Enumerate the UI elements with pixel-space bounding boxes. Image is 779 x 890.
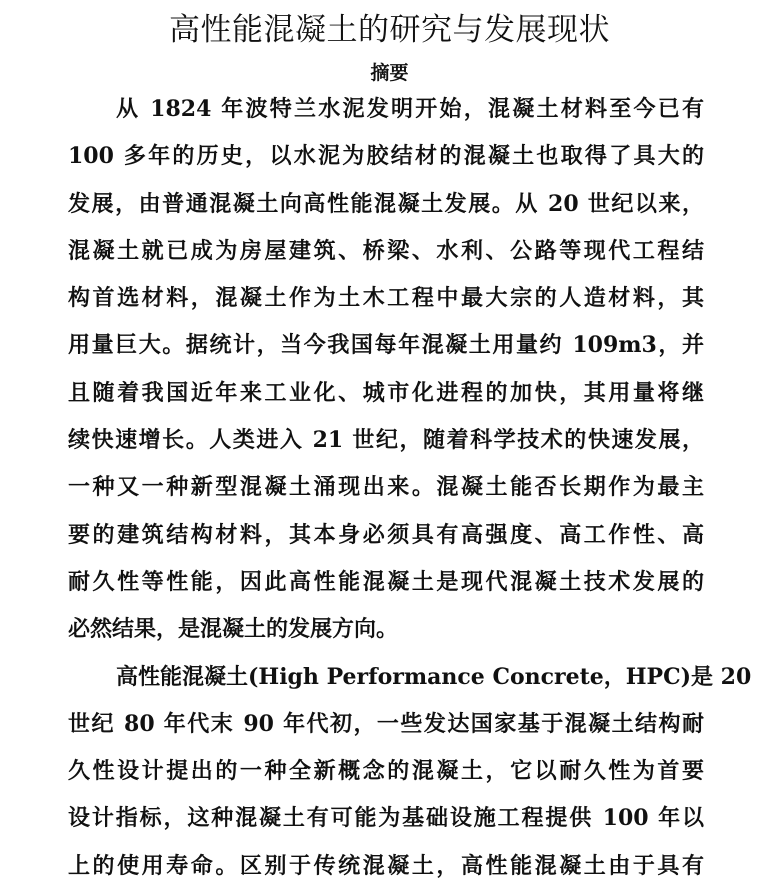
paragraph-line: 要的建筑结构材料，其本身必须具有高强度、高工作性、高 [68, 521, 704, 548]
paragraph-line: 一种又一种新型混凝土涌现出来。混凝土能否长期作为最主 [68, 474, 704, 501]
paragraph-line: 必然结果，是混凝土的发展方向。 [68, 616, 399, 643]
abstract-heading: 摘要 [370, 62, 409, 84]
paragraph-line: 发展，由普通混凝土向高性能混凝土发展。从 20 世纪以来， [68, 190, 704, 217]
paragraph-line: 100 多年的历史，以水泥为胶结材的混凝土也取得了具大的 [68, 143, 704, 170]
paragraph-line: 构首选材料，混凝土作为土木工程中最大宗的人造材料，其 [68, 285, 704, 312]
paragraph-line: 高性能混凝土(High Performance Concrete，HPC)是 20 [116, 663, 752, 690]
paragraph-2 [68, 654, 752, 890]
document-title: 高性能混凝土的研究与发展现状 [169, 12, 610, 48]
paragraph-line: 设计指标，这种混凝土有可能为基础设施工程提供 100 年以 [68, 805, 704, 832]
paragraph-line: 且随着我国近年来工业化、城市化进程的加快，其用量将继 [68, 379, 704, 406]
paragraph-line: 耐久性等性能，因此高性能混凝土是现代混凝土技术发展的 [68, 568, 704, 595]
paragraph-line: 续快速增长。人类进入 21 世纪，随着科学技术的快速发展， [68, 427, 704, 454]
paragraph-line: 从 1824 年波特兰水泥发明开始，混凝土材料至今已有 [116, 96, 704, 122]
document-body [68, 86, 752, 890]
paragraph-line: 世纪 80 年代末 90 年代初，一些发达国家基于混凝土结构耐 [68, 710, 704, 737]
paragraph-1 [68, 86, 704, 654]
paragraph-line: 久性设计提出的一种全新概念的混凝土，它以耐久性为首要 [68, 758, 704, 785]
paragraph-line: 上的使用寿命。区别于传统混凝土，高性能混凝土由于具有 [68, 852, 704, 879]
paragraph-line: 用量巨大。据统计，当今我国每年混凝土用量约 109m3，并 [68, 332, 704, 359]
paragraph-line: 混凝土就已成为房屋建筑、桥梁、水利、公路等现代工程结 [68, 237, 704, 264]
